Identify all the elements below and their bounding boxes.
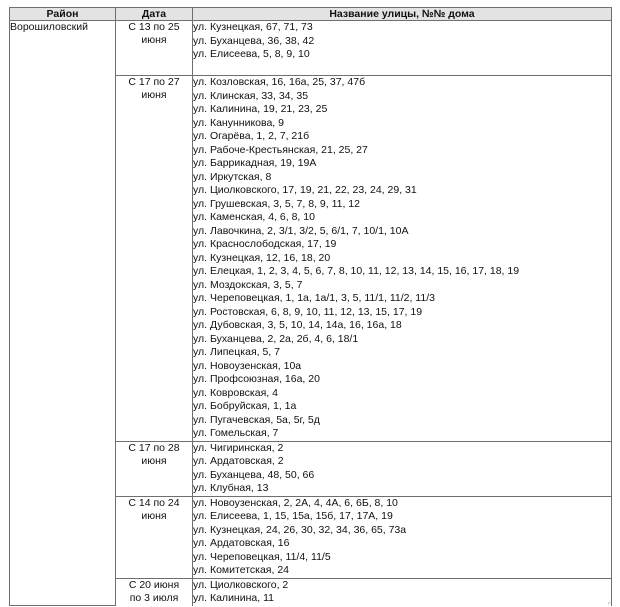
streets-cell bbox=[193, 578, 612, 606]
date-cell bbox=[116, 21, 193, 76]
street-entry: ул. Бобруйская, 1, 1а bbox=[193, 400, 297, 412]
date-cell bbox=[116, 441, 193, 496]
street-entry: ул. Новоузенская, 10а bbox=[193, 359, 302, 372]
street-entry: ул. Краснослободская, 17, 19 bbox=[193, 238, 337, 250]
street-entry: ул. Лавочкина, 2, 3/1, 3/2, 5, 6/1, 7, 10/1, 10А bbox=[193, 224, 409, 237]
date-text: С 17 по 28 bbox=[128, 441, 180, 454]
street-entry: ул. Ростовская, 6, 8, 9, 10, 11, 12, 13, 15, 17, 19 bbox=[193, 305, 423, 318]
street-entry: ул. Клубная, 13 bbox=[193, 482, 269, 494]
date-text: июня bbox=[141, 34, 167, 46]
street-entry: ул. Калинина, 19, 21, 23, 25 bbox=[193, 103, 328, 115]
schedule-body bbox=[10, 21, 612, 606]
street-entry: ул. Баррикадная, 19, 19А bbox=[193, 157, 317, 169]
street-entry: ул. Дубовская, 3, 5, 10, 14, 14а, 16, 16а, 18 bbox=[193, 319, 402, 331]
date-text: С 17 по 27 bbox=[128, 76, 180, 88]
street-entry: ул. Кузнецкая, 24, 26, 30, 32, 34, 36, 65, 73а bbox=[193, 523, 407, 536]
date-text: С 13 по 25 bbox=[128, 21, 180, 33]
date-cell bbox=[116, 578, 193, 606]
street-entry: ул. Пугачевская, 5а, 5г, 5д bbox=[193, 413, 320, 426]
streets-cell bbox=[193, 76, 612, 442]
street-entry: ул. Циолковского, 2 bbox=[193, 578, 289, 591]
street-entry: ул. Иркутская, 8 bbox=[193, 170, 272, 183]
street-entry: ул. Канунникова, 9 bbox=[193, 116, 284, 129]
header-date: Дата bbox=[116, 8, 193, 21]
district-name: Ворошиловский bbox=[10, 21, 116, 606]
street-entry: ул. Ковровская, 4 bbox=[193, 386, 278, 399]
street-entry: ул. Череповецкая, 11/4, 11/5 bbox=[193, 550, 331, 563]
street-entry: ул. Гомельская, 7 bbox=[193, 427, 279, 439]
street-entry: ул. Липецкая, 5, 7 bbox=[193, 346, 280, 358]
date-text: по 3 июля bbox=[129, 591, 179, 604]
street-entry: ул. Ардатовская, 2 bbox=[193, 455, 284, 467]
street-entry: ул. Профсоюзная, 16а, 20 bbox=[193, 373, 320, 385]
street-entry: ул. Череповецкая, 1, 1а, 1а/1, 3, 5, 11/1, 11/2, 11/3 bbox=[193, 292, 435, 304]
street-entry: ул. Елисеева, 1, 15, 15а, 15б, 17, 17А, 19 bbox=[193, 510, 393, 522]
page-corner-mark: ⌐ bbox=[607, 600, 612, 607]
street-entry: ул. Моздокская, 3, 5, 7 bbox=[193, 278, 303, 291]
streets-cell bbox=[193, 441, 612, 496]
street-entry: ул. Комитетская, 24 bbox=[193, 564, 290, 576]
street-entry: ул. Огарёва, 1, 2, 7, 21б bbox=[193, 130, 310, 142]
street-entry: ул. Елисеева, 5, 8, 9, 10 bbox=[193, 48, 310, 60]
streets-cell bbox=[193, 21, 612, 76]
schedule-row bbox=[10, 21, 612, 76]
street-entry: ул. Каменская, 4, 6, 8, 10 bbox=[193, 211, 315, 223]
schedule-table bbox=[9, 7, 612, 606]
street-entry: ул. Елецкая, 1, 2, 3, 4, 5, 6, 7, 8, 10, 11, 12, 13, 14, 15, 16, 17, 18, 19 bbox=[193, 265, 520, 277]
header-district: Район bbox=[10, 8, 116, 21]
street-entry: ул. Ардатовская, 16 bbox=[193, 537, 290, 549]
date-text: июня bbox=[141, 89, 167, 101]
street-entry: ул. Кузнецкая, 67, 71, 73 bbox=[193, 21, 313, 33]
street-entry: ул. Козловская, 16, 16а, 25, 37, 47б bbox=[193, 76, 366, 88]
header-streets: Название улицы, №№ дома bbox=[193, 8, 612, 21]
date-text: июня bbox=[141, 509, 167, 522]
header-row bbox=[10, 8, 612, 21]
street-entry: ул. Буханцева, 36, 38, 42 bbox=[193, 34, 315, 47]
street-entry: ул. Калинина, 11 bbox=[193, 592, 274, 604]
date-cell bbox=[116, 76, 193, 442]
street-entry: ул. Клинская, 33, 34, 35 bbox=[193, 89, 309, 102]
street-entry: ул. Новоузенская, 2, 2А, 4, 4А, 6, 6Б, 8, 10 bbox=[193, 496, 398, 509]
date-cell bbox=[116, 496, 193, 578]
street-entry: ул. Буханцева, 2, 2а, 2б, 4, 6, 18/1 bbox=[193, 332, 359, 345]
streets-cell bbox=[193, 496, 612, 578]
street-entry: ул. Грушевская, 3, 5, 7, 8, 9, 11, 12 bbox=[193, 197, 360, 210]
street-entry: ул. Рабоче-Крестьянская, 21, 25, 27 bbox=[193, 143, 368, 156]
street-entry: ул. Чигиринская, 2 bbox=[193, 441, 284, 454]
street-entry: ул. Кузнецкая, 12, 16, 18, 20 bbox=[193, 251, 331, 264]
date-text: С 20 июня bbox=[128, 578, 180, 591]
date-text: С 14 по 24 bbox=[128, 496, 180, 509]
street-entry: ул. Буханцева, 48, 50, 66 bbox=[193, 468, 315, 481]
date-text: июня bbox=[141, 454, 167, 467]
street-entry: ул. Циолковского, 17, 19, 21, 22, 23, 24, 29, 31 bbox=[193, 184, 417, 196]
